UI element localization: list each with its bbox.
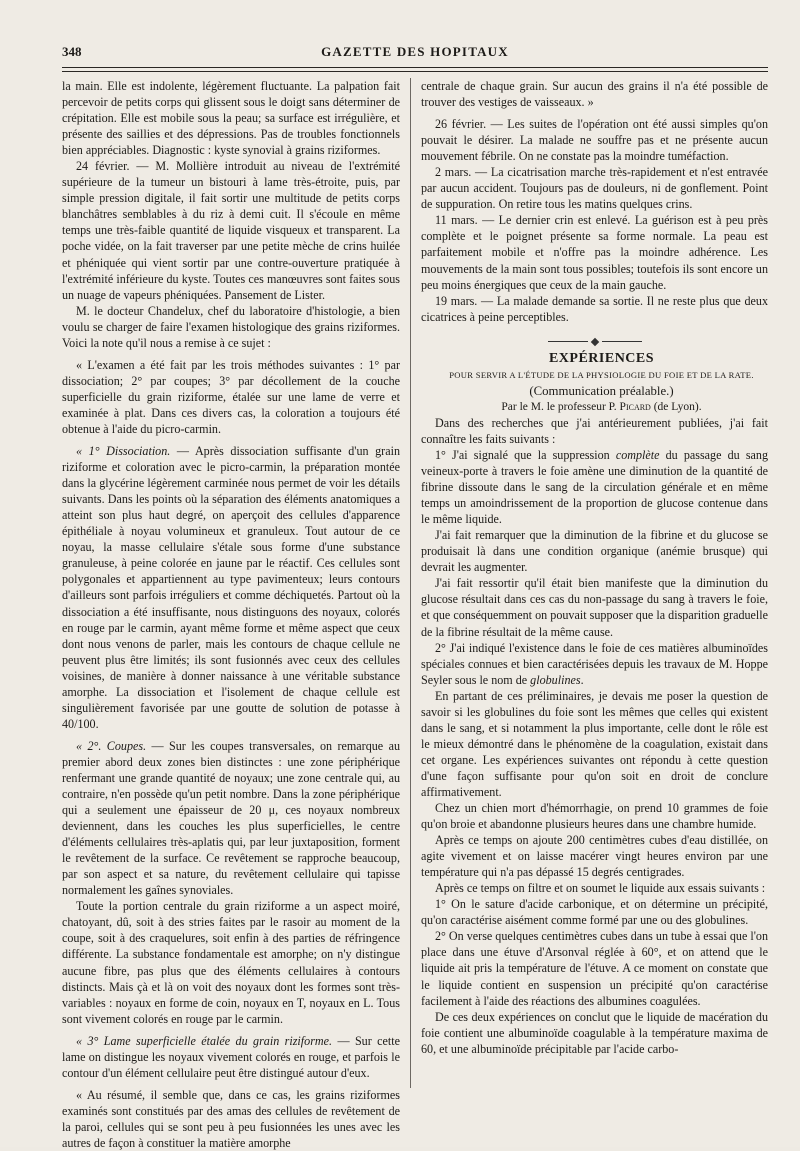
paragraph: Après ce temps on filtre et on soumet le liquide aux essais suivants :: [435, 881, 766, 896]
paragraph: « Au résumé, il semble que, dans ce cas, les grains riziformes examinés sont constitués par des amas des cellules de revêtement de la paroi, cellules qui se sont peu à peu fusionnées les unes avec les autres de façon à constituer la matière amorphe: [62, 1087, 400, 1150]
section-lead: « 1° Dissociation.: [76, 444, 171, 459]
paragraph: 26 février. — Les suites de l'opération ont été aussi simples qu'on pouvait le désirer. La malade ne souffre pas et ne présente aucun mouvement fébrile. On ne constate pas la moindre tuméfaction.: [421, 117, 768, 164]
section-lead: « 3° Lame superficielle étalée du grain riziforme.: [76, 1033, 333, 1048]
paragraph: 2° J'ai indiqué l'existence dans le foie de ces matières albuminoïdes spéciales connues et bien caractérisées depuis les travaux de M. Hoppe Seyler sous le nom de globulines.: [421, 640, 768, 687]
paragraph: 2° On verse quelques centimètres cubes dans un tube à essai que l'on place dans une étuve d'Arsonval réglée à 60°, et on attend que le liquide ait pris la température de l'étuve. A ce moment on constate que le liquide contient en suspension un précipité qu'on caractérise facilement à l'aide des réactions des albumines coagulées.: [421, 929, 768, 1008]
page-number: 348: [62, 44, 82, 59]
paragraph: 11 mars. — Le dernier crin est enlevé. La guérison est à peu près complète et le poignet présente sa forme normale. La peau est parfaitement mobile et n'offre pas la moindre adhérence. Les mouvements de la main sont tous possibles; toutefois ils sont encore un peu moins énergiques que ceux de la main gauche.: [421, 213, 768, 292]
paragraph: [62, 738, 400, 898]
paragraph: « L'examen a été fait par les trois méthodes suivantes : 1° par dissociation; 2° par coupes; 3° par décollement de la couche superficielle du grain riziforme, étalée sur une lame de verre et examinée à plat. Dans ces divers cas, la coloration a toujours été obtenue à l'aide du picro-carmin.: [62, 357, 400, 436]
paragraph: Chez un chien mort d'hémorrhagie, on prend 10 grammes de foie qu'on broie et abandonne plusieurs heures dans une chambre humide.: [421, 801, 768, 832]
communication-note: (Communication préalable.): [529, 383, 674, 398]
paragraph: J'ai fait ressortir qu'il était bien manifeste que la diminution du glucose résultait dans ces cas du non-passage du sang à travers le foie, et que conséquemment on pouvait supposer que la disparition graduelle de la fibrine résultait de la même cause.: [421, 576, 768, 639]
article-title: EXPÉRIENCES: [548, 350, 655, 366]
paragraph: En partant de ces préliminaires, je devais me poser la question de savoir si les globulines du foie sont les mêmes que celles qui existent dans le sang, et si notamment la plus importante, celle dont le rôle est le mieux démontré dans le phénomène de la coagulation, existait dans cet organe. Les expériences suivantes ont répondu à cette question d'une façon suffisante pour qu'on soit en droit de conclure affirmativement.: [421, 688, 768, 799]
article-subtitle: POUR SERVIR A L'ÉTUDE DE LA PHYSIOLOGIE DU FOIE ET DE LA RATE.: [449, 369, 754, 380]
paragraph-text: — Sur cette lame on distingue les noyaux vivement colorés en rouge, et parfois le contour d'un élément cellulaire peut être distingué autour d'eux.: [62, 1033, 400, 1080]
paragraph: 1° J'ai signalé que la suppression complète du passage du sang veineux-porte à travers le foie amène une diminution de la quantité de fibrine dissoute dans le sang de la circulation générale et en même temps un amoindrissement de la proportion de glucose contenue dans le même liquide.: [421, 447, 768, 527]
journal-title: GAZETTE DES HOPITAUX: [321, 44, 509, 59]
paragraph: [62, 443, 400, 732]
header-rule-thin: [62, 71, 768, 72]
paragraph: [62, 1033, 400, 1081]
paragraph: 19 mars. — La malade demande sa sortie. Il ne reste plus que deux cicatrices à peine perceptibles.: [421, 293, 768, 324]
paragraph: Toute la portion centrale du grain riziforme a un aspect moiré, chatoyant, dû, soit à des stries faites par le rasoir au moment de la coupe, soit à des craquelures, soit enfin à des parties de réfringence différente. La substance fondamentale est amorphe; on n'y distingue aucune fibre, pas plus que des éléments cellulaires à contours distincts. Mais çà et là on voit des noyaux dont les formes sont très-variables : noyaux en forme de coin, noyaux en T, noyaux en L. Tous sont vivement colorés en rouge par le carmin.: [62, 899, 400, 1026]
section-ornament: [421, 333, 768, 343]
paragraph: Dans des recherches que j'ai antérieurement publiées, j'ai fait connaître les faits suivants :: [421, 415, 768, 446]
article-author: Par le M. le professeur P. Picard (de Lyon).: [501, 400, 702, 413]
paragraph: centrale de chaque grain. Sur aucun des grains il n'a été possible de trouver des vestiges de vaisseaux. »: [421, 79, 768, 110]
paragraph-text: — Après dissociation suffisante d'un grain riziforme et coloration avec le picro-carmin, la préparation montée dans la glycérine légèrement carminée nous permet de voir les détails suivants. Dans les points où la séparation des éléments anatomiques a atteint son plus haut degré, on aperçoit des cellules d'apparence épithéliale à noyau volumineux et granuleux. Tout autour de ce noyau, la masse cellulaire s'étale sous forme d'une substance granuleuse, à peine colorée en jaune par le réactif. Ces cellules sont polygonales et appartiennent au type pavimenteux; leurs contours d'ailleurs sont parfois irréguliers et comme déchiquetés. Partout où la dissociation a été insuffisante, nous distinguons des noyaux, colorés en rouge par le carmin, ayant même forme et même aspect que ceux dont nous venons de parler, mais les contours de chaque cellule ne peuvent plus être limités; ils sont fusionnés avec ceux des cellules voisines, de manière à donner naissance à une véritable substance amorphe. La dissociation et l'isolement de chaque cellule est singulièrement favorisée par une goutte de solution de potasse à 40/100.: [62, 444, 400, 731]
left-column: [62, 78, 400, 1151]
paragraph: De ces deux expériences on conclut que le liquide de macération du foie contient une albuminoïde coagulable à la température maxima de 60, et une albuminoïde précipitable par l'acide carbo-: [421, 1009, 768, 1056]
section-lead: « 2°. Coupes.: [76, 738, 147, 753]
paragraph: M. le docteur Chandelux, chef du laboratoire d'histologie, a bien voulu se charger de faire l'examen histologique des grains riziformes. Voici la note qu'il nous a remise à ce sujet :: [62, 303, 400, 350]
paragraph: 2 mars. — La cicatrisation marche très-rapidement et n'est entravée par aucun accident. Toujours pas de douleurs, ni de gonflement. Point de suppuration. On retire tous les matins quelques crins.: [421, 165, 768, 212]
paragraph: 24 février. — M. Mollière introduit au niveau de l'extrémité supérieure de la tumeur un bistouri à lame très-étroite, puis, par simple pression digitale, il fait sortir une multitude de petits corps blanchâtres semblables à du riz à demi cuit. Il s'écoule en même temps une très-faible quantité de liquide visqueux et transparent. La poche vidée, on la fait traverser par une petite mèche de crins huilée et phéniquée qui vient sortir par une contre-ouverture pratiquée à l'extrémité inférieure du kyste. Toutes ces manœuvres sont faites sous un nuage de vapeurs phéniquées. Pansement de Lister.: [62, 159, 400, 302]
paragraph-text: — Sur les coupes transversales, on remarque au premier abord deux zones bien distinctes : une zone périphérique renfermant une grande quantité de noyaux; une zone centrale qui, au contraire, n'en possède qu'un petit nombre. Dans la zone périphérique qui a seulement une épaisseur de 20 μ, ces noyaux nombreux deviennent, dans les couches les plus superficielles, le centre d'éléments cellulaires très-aplatis qui, par leur juxtaposition, forment le revêtement de la surface. Ce revêtement se rapproche beaucoup, par son aspect et sa nature, du revêtement cellulaire qui tapisse normalement les gaînes synoviales.: [62, 738, 400, 898]
column-divider: [410, 78, 411, 1088]
paragraph: 1° On le sature d'acide carbonique, et on détermine un précipité, qu'on caractérise aisément comme formé par une ou des globulines.: [421, 897, 768, 928]
header-rule-thick: [62, 67, 768, 68]
paragraph: la main. Elle est indolente, légèrement fluctuante. La palpation fait percevoir de petits corps qui glissent sous le doigt sans déterminer de crépitation. Elle est mobile sous la peau; sa surface est irrégulière, et présente des saillies et des dépressions. Pas de troubles fonctionnels bien appréciables. Diagnostic : kyste synovial à grains riziformes.: [62, 79, 400, 158]
paragraph: J'ai fait remarquer que la diminution de la fibrine et du glucose se produisait là dans une condition organique (anémie brusque) qui devrait les augmenter.: [421, 528, 768, 575]
paragraph: Après ce temps on ajoute 200 centimètres cubes d'eau distillée, on agite vivement et on laisse macérer vingt heures environ par une température qui n'a pas dépassé 15 degrés centigrades.: [421, 833, 768, 880]
right-column: [421, 78, 768, 1057]
page-header: [62, 44, 768, 64]
